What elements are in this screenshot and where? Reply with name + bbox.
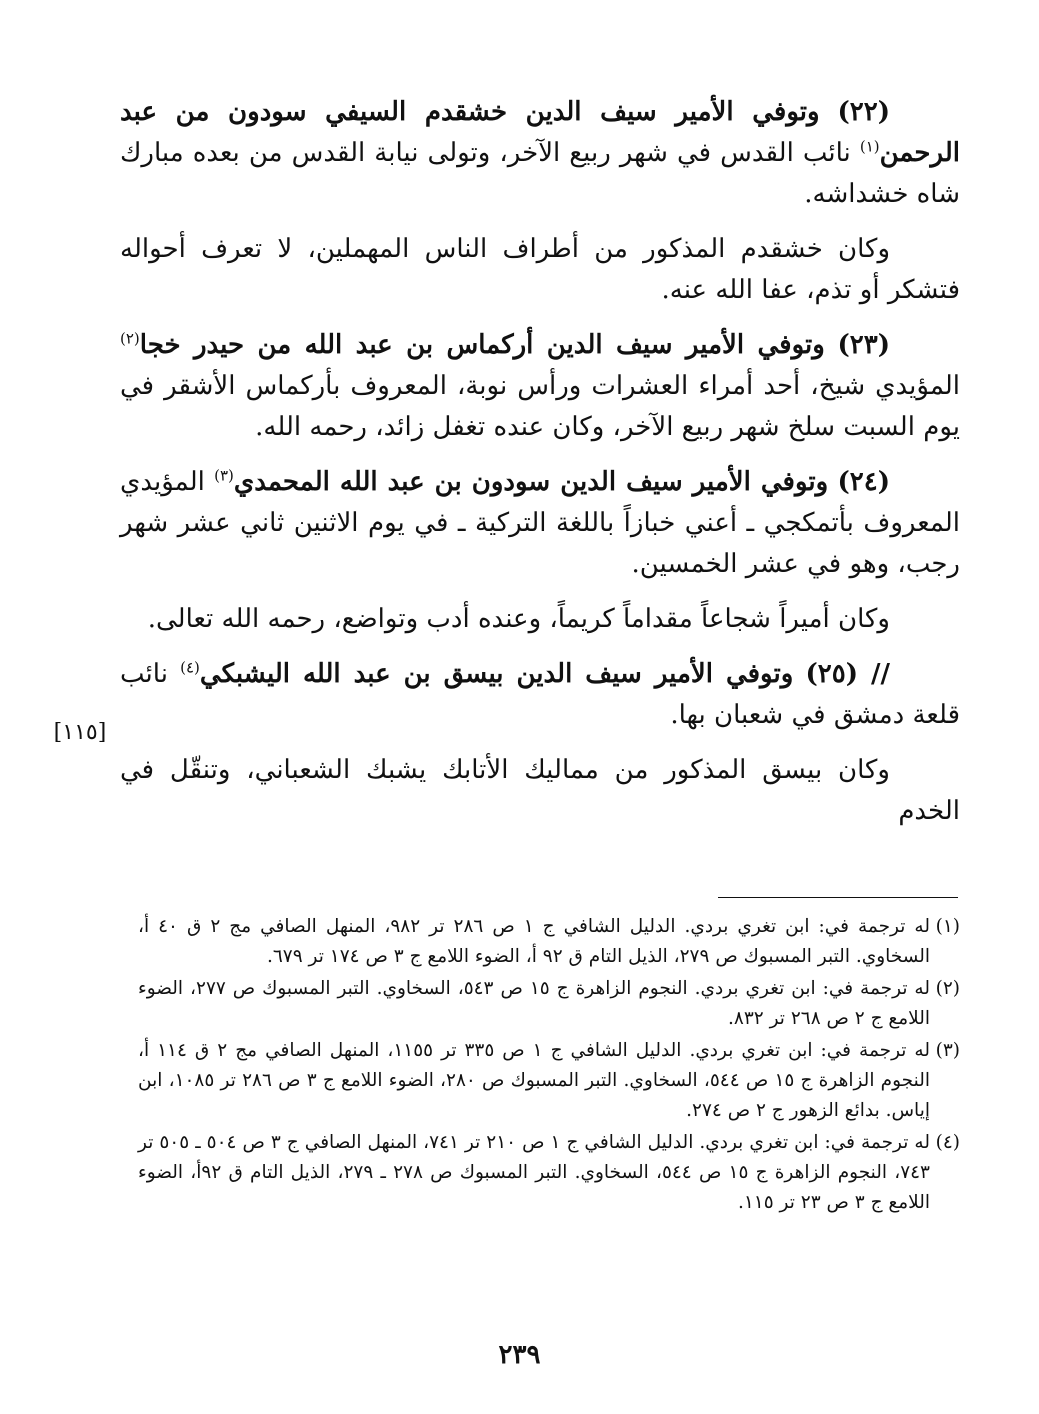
manuscript-folio-mark: [١١٥] xyxy=(53,720,107,745)
paragraph-24-note xyxy=(120,599,960,640)
footnote-ref: (٤) xyxy=(180,658,200,677)
paragraph-text: وكان خشقدم المذكور من أطراف الناس المهملين، لا تعرف أحواله فتشكر أو تذم، عفا الله عنه. xyxy=(120,234,960,305)
paragraph-25-note xyxy=(120,750,960,832)
entry-text: المؤيدي المعروف بأتمكجي ـ أعني خبازاً باللغة التركية ـ في يوم الاثنين ثاني عشر شهر رجب، وهو في عشر الخمسين. xyxy=(120,467,960,579)
entry-number: (٢٣) xyxy=(837,330,891,360)
entry-lead: وتوفي الأمير سيف الدين أركماس بن عبد الله من حيدر خجا xyxy=(139,330,825,360)
footnote-ref: (٣) xyxy=(214,466,234,485)
entry-lead: وتوفي الأمير سيف الدين خشقدم السيفي سودون من عبد الرحمن xyxy=(120,97,960,168)
footnote-4 xyxy=(138,1128,960,1218)
entry-lead: وتوفي الأمير سيف الدين سودون بن عبد الله المحمدي xyxy=(233,467,829,497)
footnote-text: له ترجمة في: ابن تغري بردي. النجوم الزاهرة ج ١٥ ص ٥٤٣، السخاوي. التبر المسبوك ص ٢٧٧، الضوء اللامع ج ٢ ص ٢٦٨ تر ٨٣٢. xyxy=(138,978,930,1029)
footnote-text: له ترجمة في: ابن تغري بردي. الدليل الشافي ج ١ ص ٣٣٥ تر ١١٥٥، المنهل الصافي مج ٢ ق ١١٤ أ، النجوم الزاهرة ج ١٥ ص ٥٤٤، السخاوي. التبر المسبوك ص ٢٨٠، الضوء اللامع ج ٣ ص ٢٨٦ تر ١٠٨٥، ابن إياس. بدائع الزهور ج ٢ ص ٢٧٤. xyxy=(138,1040,930,1121)
footnote-ref: (١) xyxy=(859,137,880,156)
entry-text: نائب قلعة دمشق في شعبان بها. xyxy=(120,659,960,730)
entry-lead: وتوفي الأمير سيف الدين بيسق بن عبد الله اليشبكي xyxy=(199,659,794,689)
footnote-3 xyxy=(138,1036,960,1126)
main-text xyxy=(120,92,960,846)
page-number: ٢٣٩ xyxy=(498,1340,541,1370)
footnote-text: له ترجمة في: ابن تغري بردي. الدليل الشافي ج ١ ص ٢٨٦ تر ٩٨٢، المنهل الصافي مج ٢ ق ٤٠ أ، السخاوي. التبر المسبوك ص ٢٧٩، الذيل التام ق ٩٢ أ، الضوء اللامع ج ٣ ص ١٧٤ تر ٦٧٩. xyxy=(138,916,930,967)
entry-number: // (٢٥) xyxy=(805,659,890,689)
paragraph-text: وكان أميراً شجاعاً مقداماً كريماً، وعنده أدب وتواضع، رحمه الله تعالى. xyxy=(147,604,890,634)
paragraph-24 xyxy=(120,462,960,585)
entry-number: (٢٢) xyxy=(837,97,890,127)
paragraph-22-note xyxy=(120,229,960,311)
paragraph-25 xyxy=(120,654,960,736)
footnote-text: له ترجمة في: ابن تغري بردي. الدليل الشافي ج ١ ص ٢١٠ تر ٧٤١، المنهل الصافي ج ٣ ص ٥٠٤ ـ ٥٠٥ تر ٧٤٣، النجوم الزاهرة ج ١٥ ص ٥٤٤، السخاوي. التبر المسبوك ص ٢٧٨ ـ ٢٧٩، الذيل التام ق ٩٢أ، الضوء اللامع ج ٣ ص ٢٣ تر ١١٥. xyxy=(138,1132,930,1213)
footnote-label: (٣) xyxy=(935,1040,960,1061)
footnote-divider xyxy=(718,897,958,898)
footnote-label: (١) xyxy=(935,916,960,937)
footnote-2 xyxy=(138,974,960,1034)
footnote-ref: (٢) xyxy=(120,329,140,348)
footnotes xyxy=(138,912,960,1220)
footnote-label: (٤) xyxy=(935,1132,960,1153)
entry-text: المؤيدي شيخ، أحد أمراء العشرات ورأس نوبة، المعروف بأركماس الأشقر في يوم السبت سلخ شهر ربيع الآخر، وكان عنده تغفل زائد، رحمه الله. xyxy=(120,371,960,442)
footnote-label: (٢) xyxy=(935,978,960,999)
footnote-1 xyxy=(138,912,960,972)
paragraph-text: وكان بيسق المذكور من مماليك الأتابك يشبك الشعباني، وتنقّل في الخدم xyxy=(120,755,960,826)
paragraph-23 xyxy=(120,325,960,448)
entry-text: نائب القدس في شهر ربيع الآخر، وتولى نيابة القدس من بعده مبارك شاه خشداشه. xyxy=(120,138,960,209)
entry-number: (٢٤) xyxy=(837,467,890,497)
paragraph-22 xyxy=(120,92,960,215)
